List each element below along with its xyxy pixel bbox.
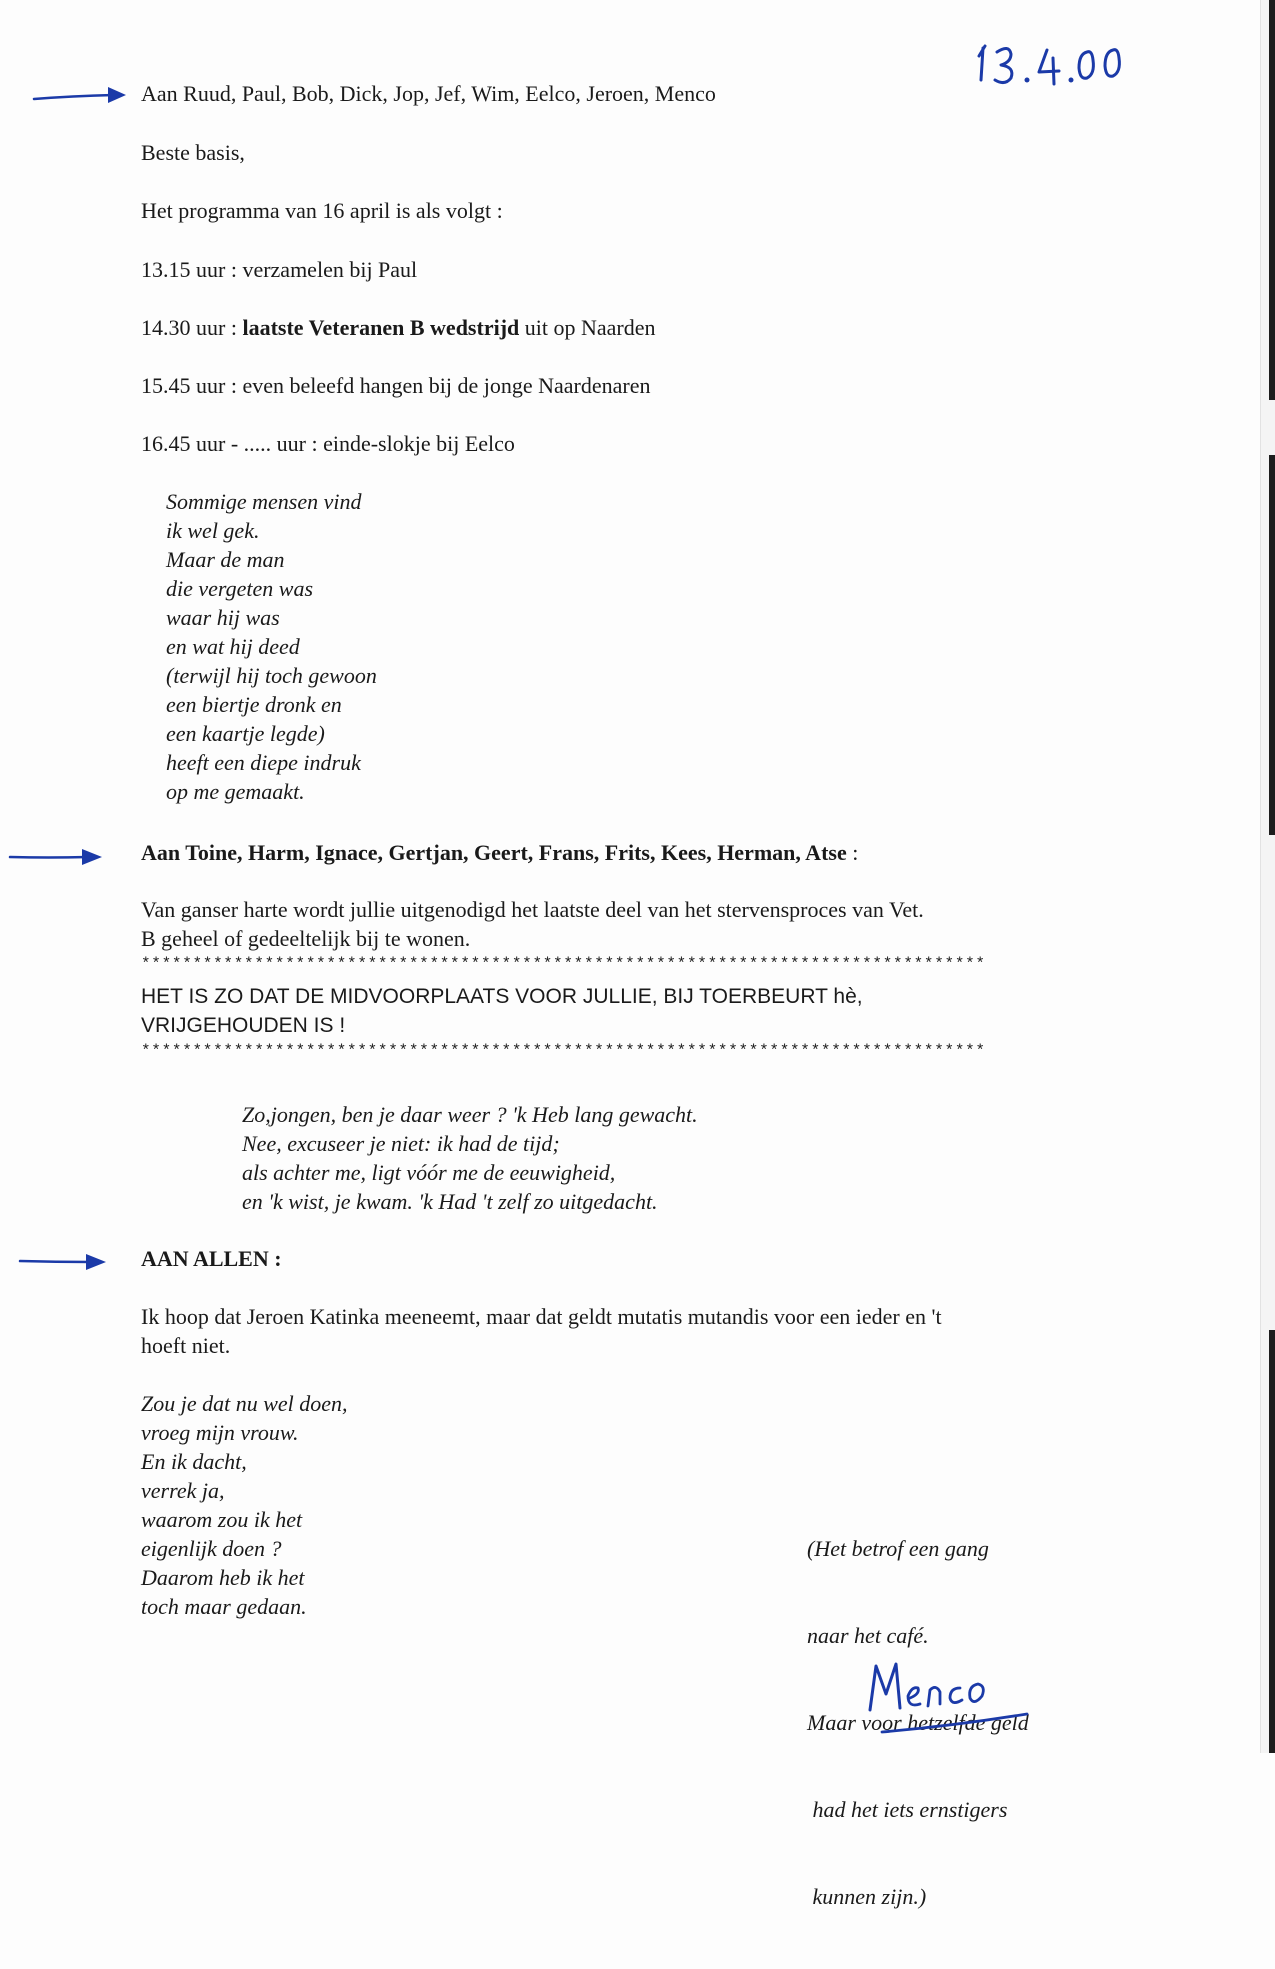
schedule-time: 14.30 uur : [141,315,243,340]
invitation-line: B geheel of gedeeltelijk bij te wonen. [141,926,471,951]
poem-line: (terwijl hij toch gewoon [166,663,377,688]
schedule-item [141,255,417,284]
poem-line: een biertje dronk en [166,692,342,717]
page-edge [1260,0,1275,1753]
poem-line: Zou je dat nu wel doen, [141,1391,348,1416]
poem-line: ik wel gek. [166,518,260,543]
poem-line: Nee, excuseer je niet: ik had de tijd; [242,1131,560,1156]
schedule-item [141,429,515,458]
poem-line: op me gemaakt. [166,779,305,804]
announcement-line: VRIJGEHOUDEN IS ! [141,1014,346,1037]
arrow-icon [8,845,108,869]
arrow-icon [32,84,132,108]
schedule-text: uit op Naarden [519,315,656,340]
poem-line: Maar voor hetzelfde geld [807,1710,1029,1735]
poem-line: en 'k wist, je kwam. 'k Had 't zelf zo uitgedacht. [242,1189,658,1214]
schedule-time: 15.45 uur : [141,373,243,398]
poem-line: Maar de man [166,547,285,572]
schedule-time: 13.15 uur : [141,257,243,282]
poem-line: heeft een diepe indruk [166,750,361,775]
poem-line: waarom zou ik het [141,1507,303,1532]
poem-2 [242,1100,698,1216]
handwritten-date [975,38,1145,93]
poem-line: vroeg mijn vrouw. [141,1420,299,1445]
poem-3 [141,1389,348,1621]
invitation-line: Van ganser harte wordt jullie uitgenodigd het laatste deel van het stervensproces van Vet. [141,897,924,922]
poem-line: verrek ja, [141,1478,225,1503]
poem-line: naar het café. [807,1623,929,1648]
poem-line: waar hij was [166,605,280,630]
recipients-line: Aan Ruud, Paul, Bob, Dick, Jop, Jef, Wim, Eelco, Jeroen, Menco [141,81,716,106]
star-divider: ********************************************************************************** [141,1042,986,1060]
poem-line: (Het betrof een gang [807,1536,989,1561]
poem-line: als achter me, ligt vóór me de eeuwigheid, [242,1160,616,1185]
hope-line: hoeft niet. [141,1333,231,1358]
edge-mark [1269,455,1275,835]
all-heading: AAN ALLEN : [141,1246,282,1271]
schedule-text: einde-slokje bij Eelco [323,431,515,456]
greeting: Beste basis, [141,140,245,165]
intro-text: Het programma van 16 april is als volgt : [141,198,503,223]
poem-line: Daarom heb ik het [141,1565,305,1590]
schedule-text: even beleefd hangen bij de jonge Naardenaren [242,373,651,398]
edge-mark [1269,0,1275,400]
second-recipients: Aan Toine, Harm, Ignace, Gertjan, Geert, Frans, Frits, Kees, Herman, Atse [141,840,847,865]
second-recipients-suffix: : [846,840,859,865]
schedule-item [141,313,656,342]
poem-line: had het iets ernstigers [807,1797,1008,1822]
poem-line: Sommige mensen vind [166,489,362,514]
edge-mark [1269,1330,1275,1753]
poem-line: toch maar gedaan. [141,1594,307,1619]
poem-line: eigenlijk doen ? [141,1536,282,1561]
poem-line: en wat hij deed [166,634,300,659]
arrow-icon [18,1250,113,1274]
hope-line: Ik hoop dat Jeroen Katinka meeneemt, maar dat geldt mutatis mutandis voor een ieder en 't [141,1304,942,1329]
schedule-text: verzamelen bij Paul [242,257,418,282]
schedule-item [141,371,650,400]
poem-line: Zo,jongen, ben je daar weer ? 'k Heb lang gewacht. [242,1102,698,1127]
schedule-time: 16.45 uur - ..... uur : [141,431,324,456]
second-recipients-line [141,838,858,867]
poem-1 [166,487,377,806]
star-divider: ********************************************************************************** [141,955,986,973]
poem-line: een kaartje legde) [166,721,325,746]
signature [862,1650,1037,1740]
announcement-line: HET IS ZO DAT DE MIDVOORPLAATS VOOR JULLIE, BIJ TOERBEURT hè, [141,985,863,1008]
poem-line: kunnen zijn.) [807,1884,927,1909]
poem-line: die vergeten was [166,576,314,601]
schedule-bold: laatste Veteranen B wedstrijd [242,315,520,340]
poem-line: En ik dacht, [141,1449,247,1474]
